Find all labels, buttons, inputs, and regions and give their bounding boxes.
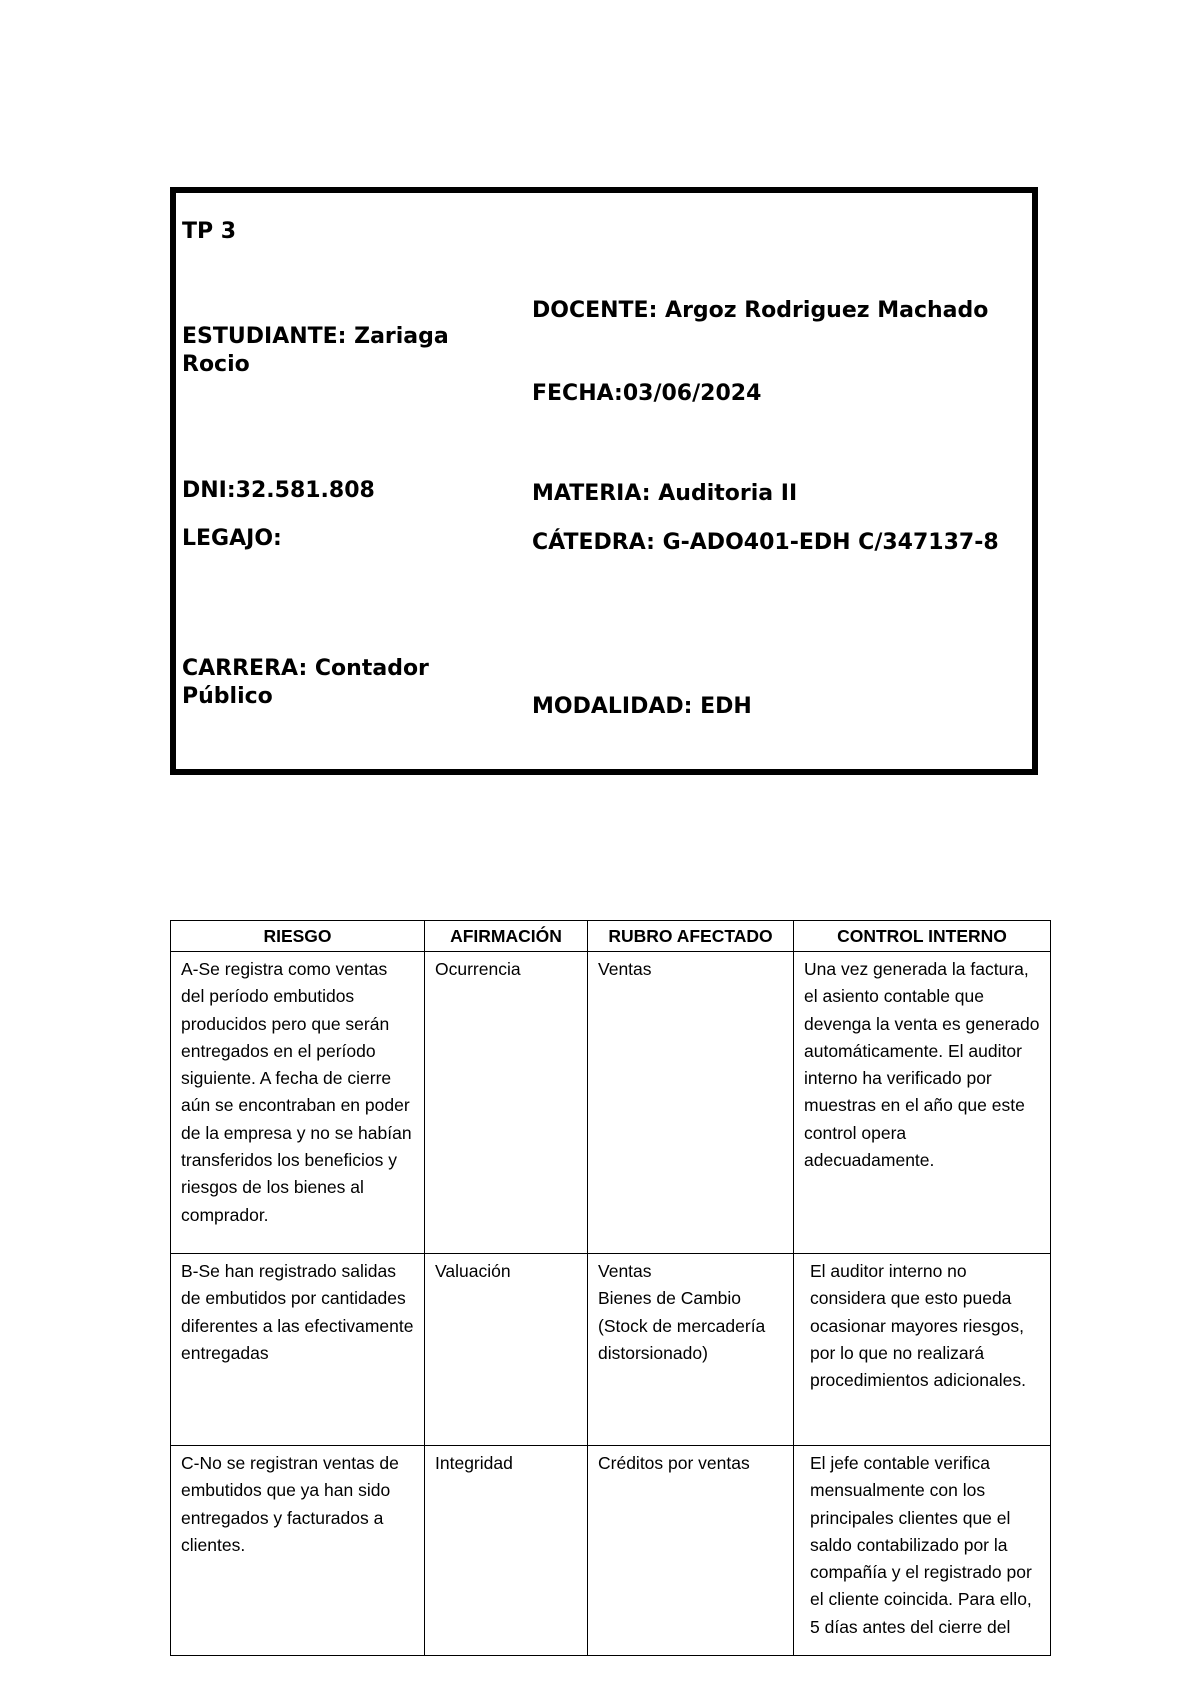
cell-control: Una vez generada la factura, el asiento contable que devenga la venta es generado automáticamente. El auditor interno ha verificado por muestras en el año que este control opera adecuadamente. xyxy=(794,952,1051,1254)
rubro-line: Ventas xyxy=(598,1261,652,1281)
career: CARRERA: Contador Público xyxy=(182,656,429,709)
column-header: CONTROL INTERNO xyxy=(794,921,1051,952)
rubro-line: Ventas xyxy=(598,959,652,979)
cell-afirmacion: Integridad xyxy=(425,1446,588,1656)
table-header-row xyxy=(171,921,1051,952)
table-row xyxy=(171,952,1051,1254)
cell-riesgo: A-Se registra como ventas del período embutidos producidos pero que serán entregados en el período siguiente. A fecha de cierre aún se encontraban en poder de la empresa y no se habían transferidos los beneficios y riesgos de los bienes al comprador. xyxy=(171,952,425,1254)
rubro-line: Créditos por ventas xyxy=(598,1453,750,1473)
date: FECHA:03/06/2024 xyxy=(532,381,762,406)
cell-afirmacion: Valuación xyxy=(425,1254,588,1446)
column-header: RIESGO xyxy=(171,921,425,952)
student-name: ESTUDIANTE: Zariaga Rocio xyxy=(182,324,449,377)
header-box xyxy=(170,187,1038,775)
risk-table xyxy=(170,920,1051,1656)
rubro-line: Bienes de Cambio (Stock de mercadería distorsionado) xyxy=(598,1288,766,1363)
cell-riesgo: C-No se registran ventas de embutidos que ya han sido entregados y facturados a clientes. xyxy=(171,1446,425,1656)
cell-afirmacion: Ocurrencia xyxy=(425,952,588,1254)
tp-title: TP 3 xyxy=(182,219,237,244)
table-row xyxy=(171,1446,1051,1656)
cell-control: El auditor interno no considera que esto pueda ocasionar mayores riesgos, por lo que no realizará procedimientos adicionales. xyxy=(794,1254,1051,1446)
catedra: CÁTEDRA: G-ADO401-EDH C/347137-8 xyxy=(532,530,999,555)
teacher-name: DOCENTE: Argoz Rodriguez Machado xyxy=(532,298,989,323)
column-header: AFIRMACIÓN xyxy=(425,921,588,952)
column-header: RUBRO AFECTADO xyxy=(588,921,794,952)
cell-rubro xyxy=(588,1254,794,1446)
table-row xyxy=(171,1254,1051,1446)
cell-control: El jefe contable verifica mensualmente con los principales clientes que el saldo contabilizado por la compañía y el registrado por el cliente coincida. Para ello, 5 días antes del cierre del xyxy=(794,1446,1051,1656)
modality: MODALIDAD: EDH xyxy=(532,694,752,719)
cell-riesgo: B-Se han registrado salidas de embutidos por cantidades diferentes a las efectivamente entregadas xyxy=(171,1254,425,1446)
cell-rubro xyxy=(588,952,794,1254)
cell-rubro xyxy=(588,1446,794,1656)
subject: MATERIA: Auditoria II xyxy=(532,481,798,506)
legajo: LEGAJO: xyxy=(182,526,282,551)
dni: DNI:32.581.808 xyxy=(182,478,375,503)
